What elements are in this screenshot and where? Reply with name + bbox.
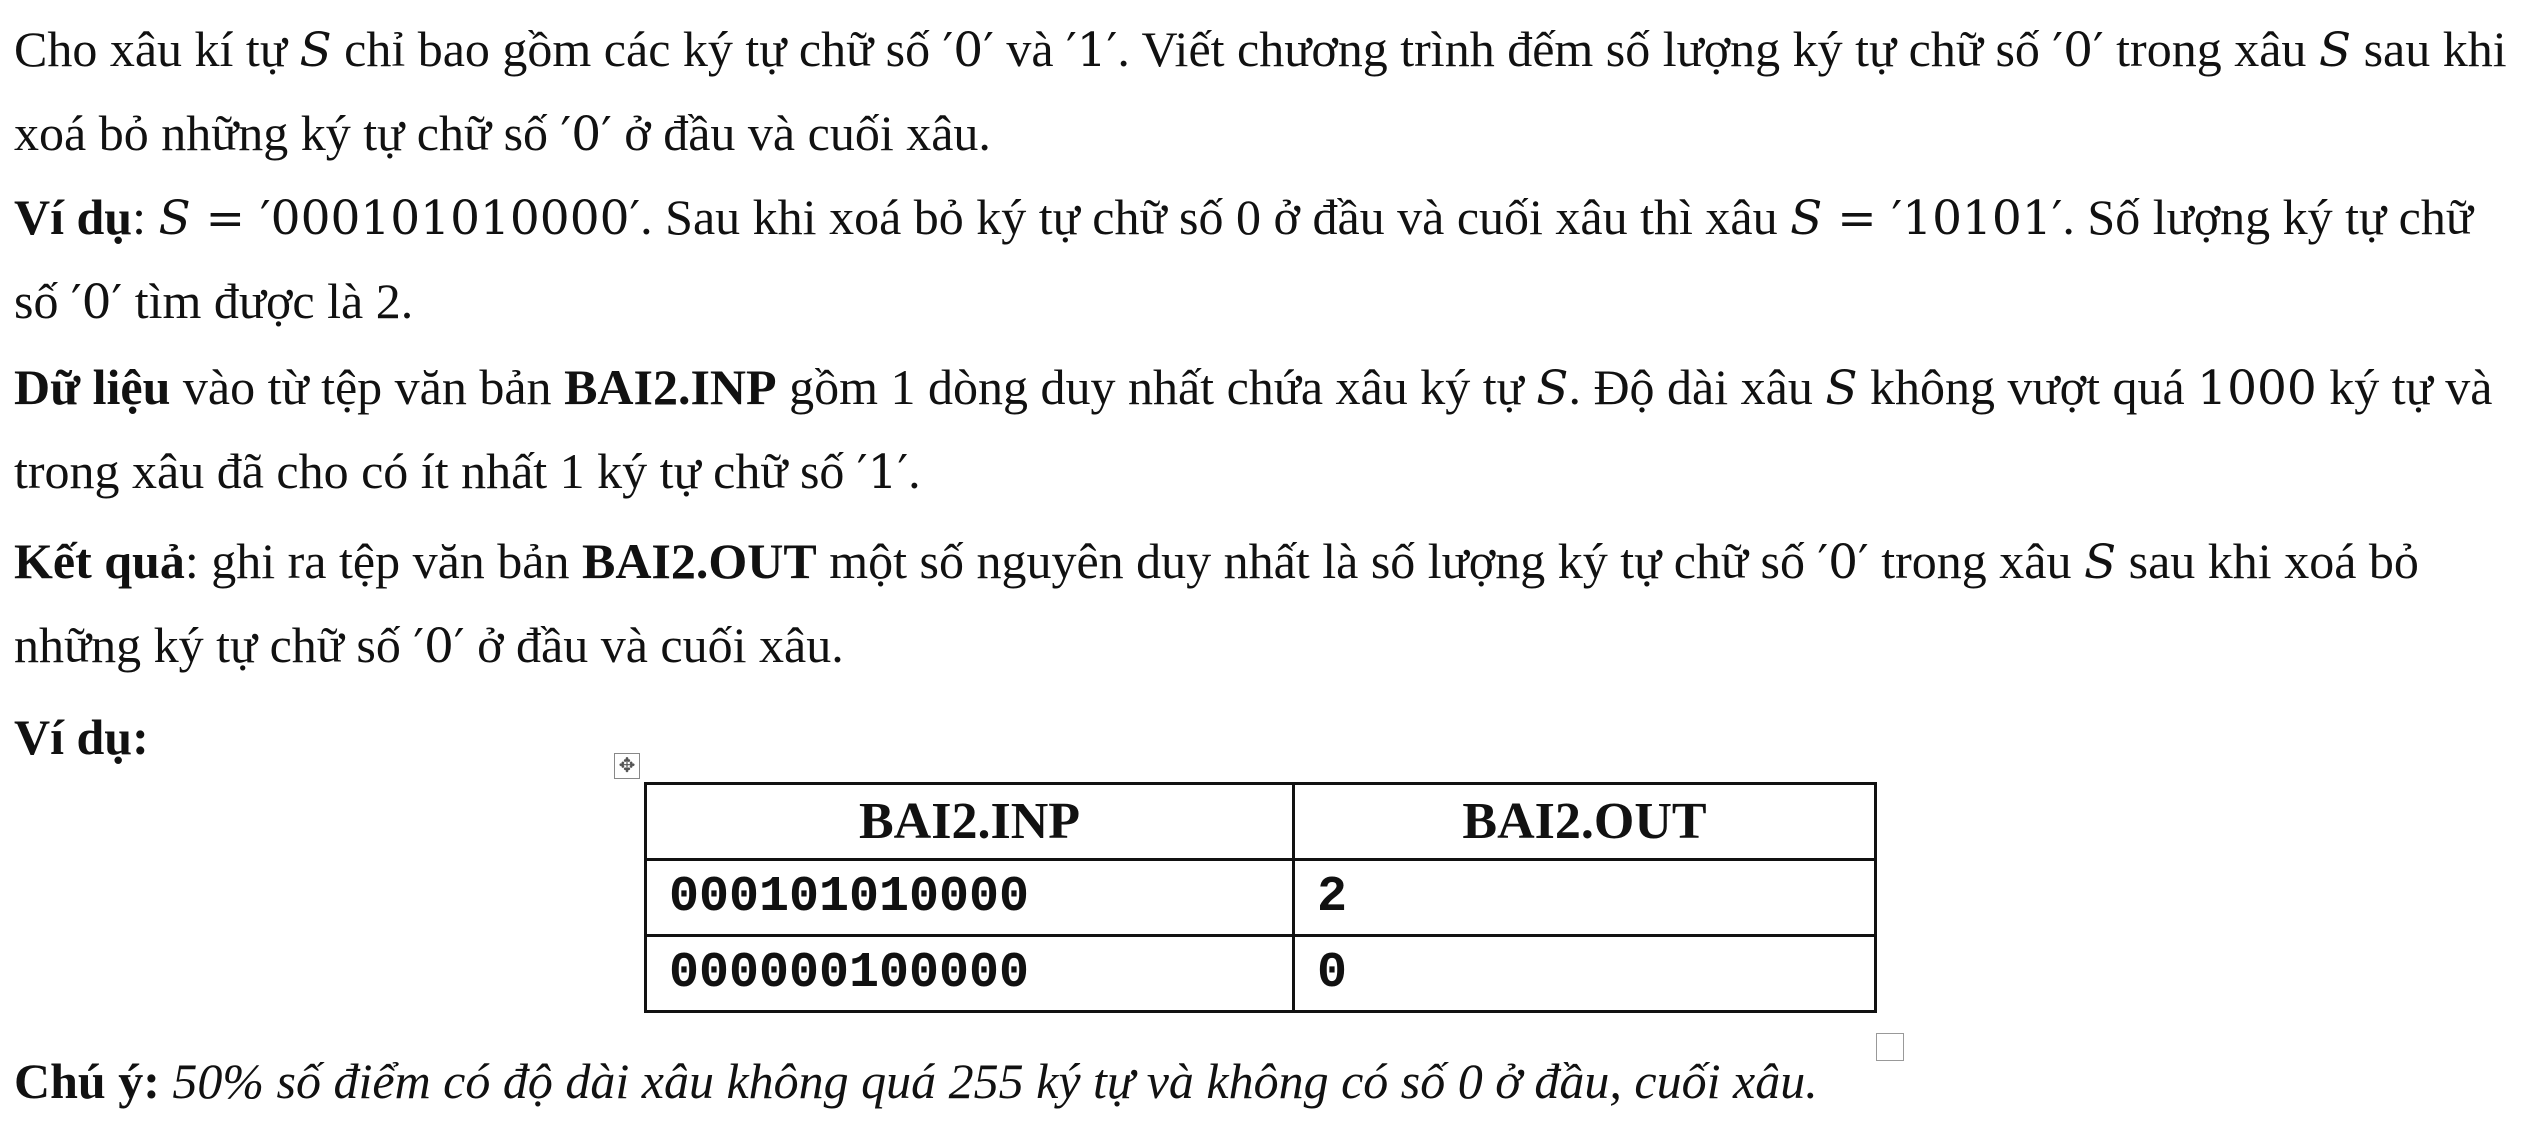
text-run: Cho xâu kí tự (14, 21, 300, 77)
example-table (644, 782, 1877, 1013)
math-quoted-zero: ′0′ (1817, 535, 1869, 590)
note-text: 50% số điểm có độ dài xâu không quá 255 ký tự và không có số 0 ở đầu, cuối xâu. (159, 1053, 1818, 1109)
note-label: Chú ý: (14, 1053, 160, 1109)
text-run: ở đầu và cuối xâu. (611, 105, 991, 161)
table-cell-output: 0 (1294, 936, 1876, 1012)
header-input-file: BAI2.INP (646, 784, 1294, 860)
table-header-row (646, 784, 1876, 860)
note-paragraph (14, 1040, 2510, 1122)
text-run: gồm 1 dòng duy nhất chứa xâu ký tự (776, 359, 1537, 415)
text-run: : (132, 189, 159, 245)
math-quoted-zero: ′0′ (70, 275, 123, 330)
math-quoted-zero: ′0′ (413, 619, 465, 674)
math-equation: = ′000101010000′ (190, 191, 641, 246)
math-variable-s: S (1790, 191, 1823, 246)
input-label: Dữ liệu (14, 359, 171, 415)
text-run: không vượt quá (1857, 359, 2198, 415)
math-quoted-zero: ′0′ (560, 107, 612, 162)
text-run: . Số lượng ký tự chữ số (14, 189, 2473, 329)
table-cell-input: 000101010000 (646, 860, 1294, 936)
math-quoted-one: ′1′ (1066, 23, 1118, 78)
output-label: Kết quả (14, 533, 185, 589)
input-filename: BAI2.INP (564, 359, 777, 415)
header-output-file: BAI2.OUT (1294, 784, 1876, 860)
text-run: : ghi ra tệp văn bản (184, 533, 582, 589)
math-variable-s: S (299, 23, 332, 78)
text-run: . Độ dài xâu (1568, 359, 1826, 415)
problem-statement (14, 8, 2510, 176)
table-row (646, 860, 1876, 936)
math-variable-s: S (1825, 361, 1858, 416)
text-run: trong xâu (2103, 21, 2319, 77)
example-paragraph (14, 176, 2510, 344)
input-description (14, 346, 2510, 514)
text-run: . Viết chương trình đếm số lượng ký tự chữ số (1117, 21, 2053, 77)
text-run: một số nguyên duy nhất là số lượng ký tự chữ số (816, 533, 1818, 589)
text-run: sau khi xoá bỏ những ký tự chữ số (14, 533, 2419, 673)
text-run: ký tự và trong xâu đã cho có ít nhất 1 ký tự chữ số (14, 359, 2493, 499)
text-run: ở đầu và cuối xâu. (464, 617, 844, 673)
math-number: 1000 (2197, 361, 2317, 416)
math-variable-s: S (1536, 361, 1569, 416)
table-cell-output: 2 (1294, 860, 1876, 936)
output-description (14, 520, 2510, 688)
math-quoted-zero: ′0′ (942, 23, 994, 78)
math-variable-s: S (158, 191, 191, 246)
math-equation: = ′10101′ (1822, 191, 2063, 246)
math-variable-s: S (2083, 535, 2117, 590)
text-run: . Sau khi xoá bỏ ký tự chữ số 0 ở đầu và cuối xâu thì xâu (640, 189, 1791, 245)
math-quoted-one: ′1′ (856, 445, 909, 500)
math-quoted-zero: ′0′ (2052, 23, 2104, 78)
example-label: Ví dụ (14, 189, 133, 245)
table-row (646, 936, 1876, 1012)
text-run: tìm được là 2. (122, 273, 414, 329)
output-filename: BAI2.OUT (581, 533, 817, 589)
example-heading-label: Ví dụ: (14, 709, 149, 765)
text-run: . (908, 443, 921, 499)
text-run: sau khi xoá bỏ những ký tự chữ số (14, 21, 2507, 161)
text-run: và (993, 21, 1067, 77)
text-run: chỉ bao gồm các ký tự chữ số (331, 21, 943, 77)
text-run: trong xâu (1868, 533, 2084, 589)
table-cell-input: 000000100000 (646, 936, 1294, 1012)
table-move-handle-icon[interactable]: ✥ (614, 753, 640, 779)
example-heading (14, 696, 2510, 778)
text-run: vào từ tệp văn bản (170, 359, 565, 415)
math-variable-s: S (2318, 23, 2352, 78)
